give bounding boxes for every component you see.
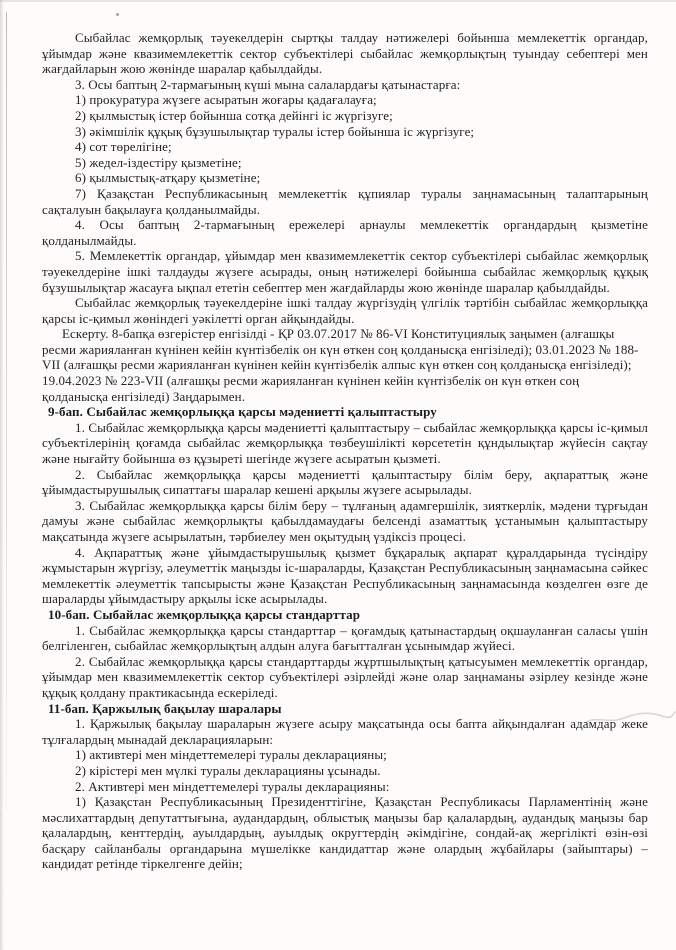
section-heading: 11-бап. Қаржылық бақылау шаралары <box>48 700 282 716</box>
scan-top-edge <box>0 0 676 2</box>
paragraph: 5. Мемлекеттік органдар, ұйымдар мен квазимемлекеттік сектор субъектілері сыбайлас жемқорлық тәуекелдеріне ішкі талдауды жүзеге асырады, оның нәтижелері бойынша сыбайлас жемқорлық құқық бұзушылықтар жасауға ықпал ететін себептер мен жағдайларды жою жөнінде шаралар қабылдайды. <box>42 248 648 295</box>
paragraph: Сыбайлас жемқорлық тәуекелдерін сыртқы талдау нәтижелері бойынша мемлекеттік органдар, ұйымдар және квазимемлекеттік сектор субъектілері сыбайлас жемқорлықтың туындау себептері мен жағдайларын жою жөнінде шаралар қабылдайды. <box>42 30 648 77</box>
paragraph: 3) әкімшілік құқық бұзушылықтар туралы істер бойынша іс жүргізуге; <box>75 123 475 139</box>
paragraph: 1. Сыбайлас жемқорлыққа қарсы мәдениетті қалыптастыру – сыбайлас жемқорлыққа қарсы іс-қимыл субъектілерінің қоғамда сыбайлас жемқорлыққа төзбеушілікті көрсететін құндылықтар жүйесін сақтау және нығайту бойынша өз құзыреті шегінде жүзеге асыратын қызметі. <box>42 419 648 467</box>
paragraph: 1. Қаржылық бақылау шараларын жүзеге асыру мақсатында осы бапта айқындалған адамдар жеке тұлғалардың мынадай декларацияларын: <box>42 716 648 747</box>
paragraph: 4. Осы баптың 2-тармағының ережелері арнаулы мемлекеттік органдардың қызметіне қолданылмайды. <box>42 217 648 248</box>
paragraph: 7) Қазақстан Республикасының мемлекеттік құпиялар туралы заңнамасының талаптарының сақталуын бақылауға қолданылмайды. <box>42 185 648 217</box>
amendment-note: Ескерту. 8-бапқа өзгерістер енгізілді - ҚР 03.07.2017 № 86-VI Конституциялық заңымен (алғашқы ресми жарияланған күнінен кейін күнтізбелік он күн өткен соң қолданысқа енгізіледі); 03.01.2023 № 188-VII (алғашқы ресми жарияланған күнінен кейін күнтізбелік алпыс күн өткен соң қолданысқа енгізіледі); 19.04.2023 № 223-VII (алғашқы ресми жарияланған күнінен кейін күнтізбелік он күн өткен соң қолданысқа енгізіледі) Заңдарымен. <box>42 326 639 404</box>
paragraph: 1) активтері мен міндеттемелері туралы декларацияны; <box>75 747 387 763</box>
section-heading: 9-бап. Сыбайлас жемқорлыққа қарсы мәдениетті қалыптастыру <box>48 404 437 420</box>
section-heading: 10-бап. Сыбайлас жемқорлыққа қарсы стандарттар <box>48 606 361 622</box>
paragraph: 2. Сыбайлас жемқорлыққа қарсы стандарттарды жұртшылықтың қатысуымен мемлекеттік органдар, ұйымдар мен квазимемлекеттік сектор субъектілері әзірлейді және олар заңнаманы әзірлеу кезінде және құқық қолдану практикасында ескеріледі. <box>42 653 648 700</box>
paragraph: Сыбайлас жемқорлық тәуекелдеріне ішкі талдау жүргізудің үлгілік тәртібін сыбайлас жемқорлыққа қарсы іс-қимыл жөніндегі уәкілетті орган айқындайды. <box>42 295 648 326</box>
paragraph: 2) кірістері мен мүлкі туралы декларацияны ұсынады. <box>75 762 381 778</box>
paragraph: 4. Ақпараттық және ұйымдастырушылық қызмет бұқаралық ақпарат құралдарында түсіндіру жұмыстарын жүргізу, әлеуметтік маңызды іс-шараларды, Қазақстан Республикасының заңнамасына сәйкес мемлекеттік әлеуметтік тапсырысты және Қазақстан Республикасының заңнамасында көзделген өзге де шараларды ұйымдастыру арқылы іске асырылады. <box>42 544 648 607</box>
document-text-body <box>42 30 648 872</box>
paragraph: 1) прокуратура жүзеге асыратын жоғары қадағалауға; <box>75 92 377 108</box>
scan-page-edge-line <box>6 12 7 812</box>
paragraph: 3. Сыбайлас жемқорлыққа қарсы білім беру – тұлғаның адамгершілік, зияткерлік, мәдени тұрғыдан дамуы және сыбайлас жемқорлықты қабылдамаудағы белсенді азаматтық ұстанымын қалыптастыру мақсатында жүзеге асырылатын, тәрбиелеу мен оқытудың үздіксіз процесі. <box>42 497 648 544</box>
paragraph: 3. Осы баптың 2-тармағының күші мына салалардағы қатынастарға: <box>75 76 461 92</box>
paragraph: 2. Активтері мен міндеттемелері туралы декларацияны: <box>75 778 390 794</box>
scan-left-edge-shadow <box>0 0 4 950</box>
paragraph: 1) Қазақстан Республикасының Президенттігіне, Қазақстан Республикасы Парламентінің және мәслихаттардың депутаттығына, аудандардың, облыстық маңызы бар қалалардың, аудандық маңызы бар қалалардың, кенттердің, ауылдардың, ауылдық округтердің әкімдігіне, сондай-ақ жергілікті өзін-өзі басқару сайланбалы органдарына мүшелікке кандидаттар және олардың жұбайлары (зайыптары) – кандидат ретінде тіркелгенге дейін; <box>42 794 648 872</box>
paragraph: 2. Сыбайлас жемқорлыққа қарсы мәдениетті қалыптастыру білім беру, ақпараттық және ұйымдастырушылық сипаттағы шаралар кешені арқылы жүзеге асырылады. <box>42 466 648 498</box>
scan-speck <box>116 13 119 16</box>
paragraph: 6) қылмыстық-атқару қызметіне; <box>75 170 261 186</box>
paragraph: 4) сот төрелігіне; <box>75 139 172 155</box>
paragraph: 2) қылмыстық істер бойынша сотқа дейінгі іс жүргізуге; <box>75 107 393 123</box>
paragraph: 1. Сыбайлас жемқорлыққа қарсы стандарттар – қоғамдық қатынастардың оқшауланған саласы үшін белгіленген, сыбайлас жемқорлықтың алдын алуға бағытталған ұсынымдар жүйесі. <box>42 622 648 654</box>
paragraph: 5) жедел-іздестіру қызметіне; <box>75 154 242 170</box>
